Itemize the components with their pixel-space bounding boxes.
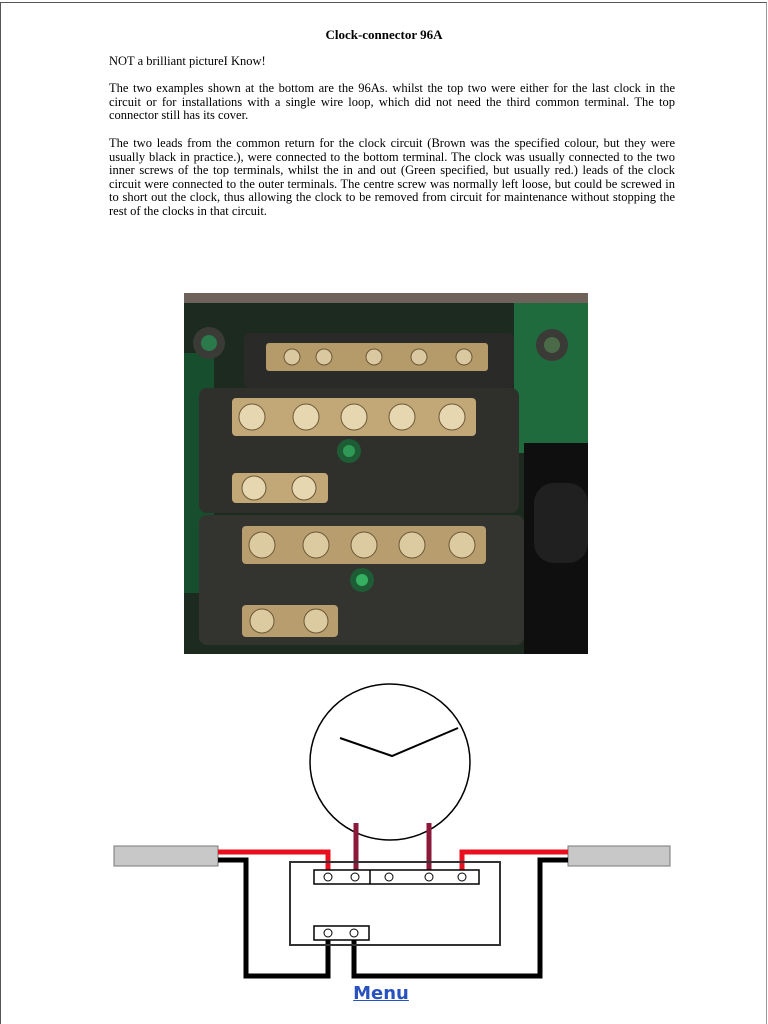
- note-text: NOT a brilliant pictureI Know!: [109, 54, 266, 68]
- paragraph-examples: The two examples shown at the bottom are the 96As. whilst the top two were either for the last clock in the circuit or for installations with a single wire loop, which did not need the third common terminal. The top connector still has its cover.: [109, 81, 675, 123]
- page-title: Clock-connector 96A: [325, 27, 443, 42]
- wire-black-left: [218, 860, 328, 976]
- paragraph-leads: The two leads from the common return for the clock circuit (Brown was the specified colour, but they were usually black in practice.), were connected to the bottom terminal. The clock was usually connected to the two inner screws of the top terminals, whilst the in and out (Green specified, but usually red.) leads of the clock circuit were connected to the outer terminals. The centre screw was normally left loose, but could be screwed in to short out the clock, thus allowing the clock to be removed from circuit for maintenance without stopping the rest of the clocks in that circuit.: [109, 136, 675, 218]
- bottom-terminal-strip: [314, 926, 369, 940]
- menu-link[interactable]: Menu: [353, 983, 409, 1004]
- clock-face: [310, 684, 470, 840]
- lead-end-right: [568, 846, 670, 866]
- wiring-diagram: [100, 680, 680, 985]
- top-terminal-strip: [314, 870, 479, 884]
- lead-end-left: [114, 846, 218, 866]
- connector-photo: [184, 293, 588, 654]
